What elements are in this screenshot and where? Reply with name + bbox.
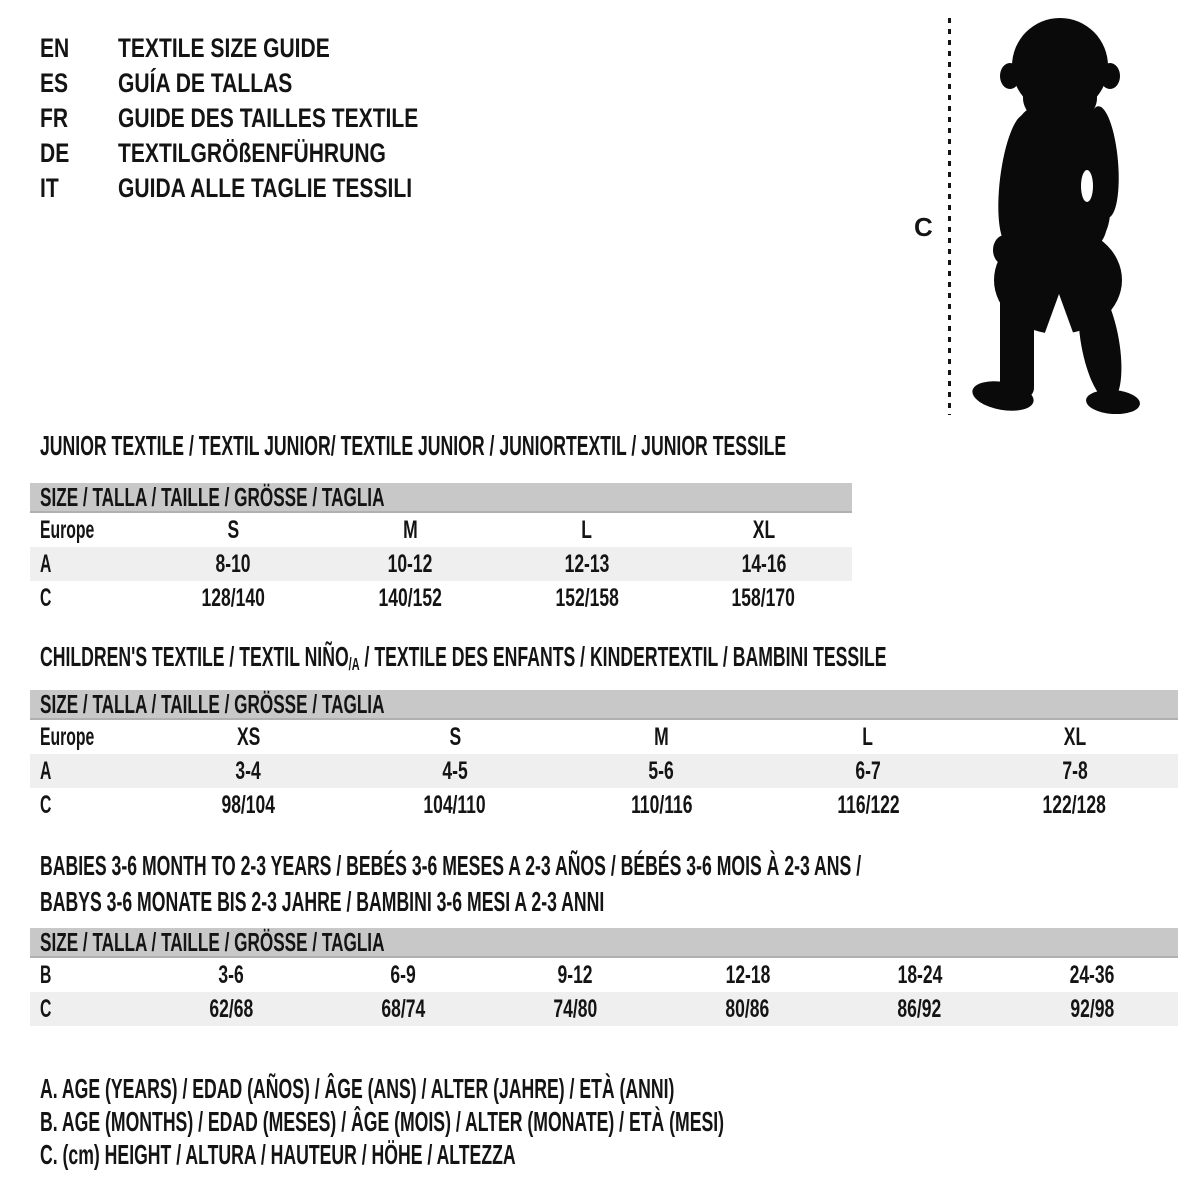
size-cell-text: S	[449, 722, 461, 751]
row-label-text: Europe	[40, 515, 95, 544]
age-cell	[145, 550, 322, 579]
months-cell-text: 3-6	[218, 960, 244, 989]
height-cell-text: 74/80	[553, 994, 598, 1023]
age-cell	[765, 757, 972, 786]
size-cell	[971, 723, 1178, 752]
guide-title: GUIDA ALLE TAGLIE TESSILI	[118, 173, 413, 203]
months-cell-text: 18-24	[897, 960, 943, 989]
language-code	[40, 33, 118, 64]
height-cell-text: 128/140	[201, 583, 266, 612]
height-cell-text: 92/98	[1070, 994, 1114, 1023]
row-label	[30, 516, 145, 545]
height-cell	[662, 995, 834, 1024]
months-cell	[834, 961, 1006, 990]
age-cell-text: 8-10	[215, 549, 251, 578]
age-cell-text: 14-16	[741, 549, 787, 578]
children-heading-text	[40, 641, 887, 676]
size-header-bar	[30, 483, 852, 513]
babies-section-heading	[40, 848, 1200, 920]
junior-heading-text: JUNIOR TEXTILE / TEXTIL JUNIOR/ TEXTILE JUNIOR / JUNIORTEXTIL / JUNIOR TESSILE	[40, 430, 787, 461]
height-cell	[352, 791, 559, 820]
months-cell	[145, 961, 317, 990]
row-label-text: C	[40, 790, 52, 819]
row-label-text: B	[40, 960, 52, 989]
children-size-table	[30, 690, 1178, 822]
row-label-text: A	[40, 756, 52, 785]
height-cell	[558, 791, 765, 820]
age-cell	[352, 757, 559, 786]
row-label-text: Europe	[40, 722, 95, 751]
language-code-text: ES	[40, 68, 69, 98]
months-cell-text: 24-36	[1069, 960, 1115, 989]
size-header-text: SIZE / TALLA / TAILLE / GRÖSSE / TAGLIA	[40, 481, 385, 512]
language-code-text: IT	[40, 173, 59, 203]
size-cell	[499, 516, 676, 545]
table-row-europe	[30, 720, 1178, 754]
size-cell-text: L	[581, 515, 593, 544]
height-cell	[145, 995, 317, 1024]
age-cell	[675, 550, 852, 579]
table-row-height	[30, 581, 852, 615]
height-cell	[1006, 995, 1178, 1024]
height-cell	[145, 791, 352, 820]
language-row-fr	[40, 101, 503, 136]
legend-text-a: A. AGE (YEARS) / EDAD (AÑOS) / ÂGE (ANS) / ALTER (JAHRE) / ETÀ (ANNI)	[40, 1072, 675, 1104]
height-cell-text: 86/92	[897, 994, 942, 1023]
row-label	[30, 584, 145, 613]
babies-size-table	[30, 928, 1178, 1026]
height-cell-text: 62/68	[209, 994, 253, 1023]
row-label-text: C	[40, 583, 52, 612]
legend-line-a	[40, 1072, 1126, 1105]
size-cell-text: XL	[1063, 722, 1086, 751]
age-cell	[322, 550, 499, 579]
size-cell	[322, 516, 499, 545]
language-code-text: DE	[40, 138, 70, 168]
height-measure-label: C	[914, 212, 933, 242]
height-cell-text: 158/170	[731, 583, 796, 612]
table-row-months	[30, 958, 1178, 992]
guide-title: TEXTILE SIZE GUIDE	[118, 33, 330, 63]
height-measure-line	[948, 18, 951, 415]
measure-legend	[40, 1072, 1126, 1171]
months-cell	[1006, 961, 1178, 990]
age-cell-text: 12-13	[564, 549, 610, 578]
language-row-it	[40, 171, 503, 206]
height-cell	[675, 584, 852, 613]
size-cell-text: XS	[236, 722, 260, 751]
size-header-text: SIZE / TALLA / TAILLE / GRÖSSE / TAGLIA	[40, 926, 385, 957]
size-cell-text: XL	[752, 515, 775, 544]
height-cell-text: 140/152	[378, 583, 442, 612]
language-code-text: EN	[40, 33, 70, 63]
legend-text-c: C. (cm) HEIGHT / ALTURA / HAUTEUR / HÖHE / ALTEZZA	[40, 1138, 516, 1170]
height-cell	[971, 791, 1178, 820]
months-cell-text: 6-9	[390, 960, 416, 989]
table-row-europe	[30, 513, 852, 547]
height-cell	[145, 584, 322, 613]
language-code-text: FR	[40, 103, 69, 133]
size-cell	[145, 723, 352, 752]
legend-line-c	[40, 1138, 1126, 1171]
size-header-bar	[30, 690, 1178, 720]
height-cell-text: 122/128	[1043, 790, 1107, 819]
months-cell	[489, 961, 661, 990]
height-cell	[322, 584, 499, 613]
row-label	[30, 757, 145, 786]
row-label	[30, 995, 145, 1024]
language-code	[40, 138, 118, 169]
language-row-de	[40, 136, 503, 171]
age-cell-text: 7-8	[1062, 756, 1088, 785]
row-label	[30, 723, 145, 752]
language-row-es	[40, 66, 503, 101]
guide-title: GUÍA DE TALLAS	[118, 68, 293, 98]
row-label	[30, 961, 145, 990]
months-cell	[317, 961, 489, 990]
guide-title: GUIDE DES TAILLES TEXTILE	[118, 103, 419, 133]
size-cell	[558, 723, 765, 752]
age-cell-text: 10-12	[387, 549, 433, 578]
height-cell	[834, 995, 1006, 1024]
height-cell	[499, 584, 676, 613]
junior-size-table	[30, 483, 852, 615]
guide-title: TEXTILGRÖßENFÜHRUNG	[118, 138, 386, 168]
size-cell-text: S	[227, 515, 240, 544]
months-cell-text: 12-18	[725, 960, 770, 989]
junior-section-heading	[40, 430, 1200, 462]
months-cell-text: 9-12	[557, 960, 593, 989]
height-cell-text: 68/74	[381, 994, 426, 1023]
row-label	[30, 550, 145, 579]
language-title-list	[40, 31, 503, 206]
children-heading-pre: CHILDREN'S TEXTILE / TEXTIL NIÑO	[40, 641, 349, 672]
row-label-text: C	[40, 994, 52, 1023]
children-section-heading	[40, 641, 1200, 676]
language-code	[40, 173, 118, 204]
height-cell-text: 152/158	[555, 583, 619, 612]
babies-heading-line2: BABYS 3-6 MONATE BIS 2-3 JAHRE / BAMBINI 3-6 MESI A 2-3 ANNI	[40, 886, 605, 917]
babies-heading-line1: BABIES 3-6 MONTH TO 2-3 YEARS / BEBÉS 3-6 MESES A 2-3 AÑOS / BÉBÉS 3-6 MOIS À 2-3 ANS /	[40, 850, 862, 881]
size-header-text: SIZE / TALLA / TAILLE / GRÖSSE / TAGLIA	[40, 688, 385, 719]
legend-line-b	[40, 1105, 1126, 1138]
row-label	[30, 791, 145, 820]
size-cell-text: M	[402, 515, 418, 544]
age-cell	[558, 757, 765, 786]
table-row-height	[30, 992, 1178, 1026]
size-cell	[675, 516, 852, 545]
height-cell	[317, 995, 489, 1024]
height-cell-text: 116/122	[836, 790, 900, 819]
age-cell-text: 6-7	[855, 756, 881, 785]
toddler-silhouette-icon	[963, 12, 1145, 414]
language-code	[40, 103, 118, 134]
size-cell-text: M	[654, 722, 669, 751]
height-cell-text: 110/116	[630, 790, 693, 819]
age-cell	[145, 757, 352, 786]
table-row-height	[30, 788, 1178, 822]
height-cell-text: 98/104	[221, 790, 276, 819]
height-cell-text: 80/86	[725, 994, 770, 1023]
size-cell	[145, 516, 322, 545]
height-cell	[489, 995, 661, 1024]
legend-text-b: B. AGE (MONTHS) / EDAD (MESES) / ÂGE (MOIS) / ALTER (MONATE) / ETÀ (MESI)	[40, 1105, 725, 1137]
height-cell	[765, 791, 972, 820]
height-cell-text: 104/110	[423, 790, 487, 819]
children-heading-sub: /A	[348, 654, 360, 674]
size-cell	[765, 723, 972, 752]
age-cell-text: 4-5	[442, 756, 468, 785]
table-row-age	[30, 754, 1178, 788]
table-row-age	[30, 547, 852, 581]
months-cell	[662, 961, 834, 990]
age-cell	[499, 550, 676, 579]
age-cell-text: 3-4	[235, 756, 261, 785]
language-code	[40, 68, 118, 99]
row-label-text: A	[40, 549, 52, 578]
size-header-bar	[30, 928, 1178, 958]
age-cell	[971, 757, 1178, 786]
size-cell	[352, 723, 559, 752]
age-cell-text: 5-6	[648, 756, 675, 785]
size-cell-text: L	[862, 722, 874, 751]
children-heading-post: / TEXTILE DES ENFANTS / KINDERTEXTIL / BAMBINI TESSILE	[359, 641, 887, 672]
language-row-en	[40, 31, 503, 66]
